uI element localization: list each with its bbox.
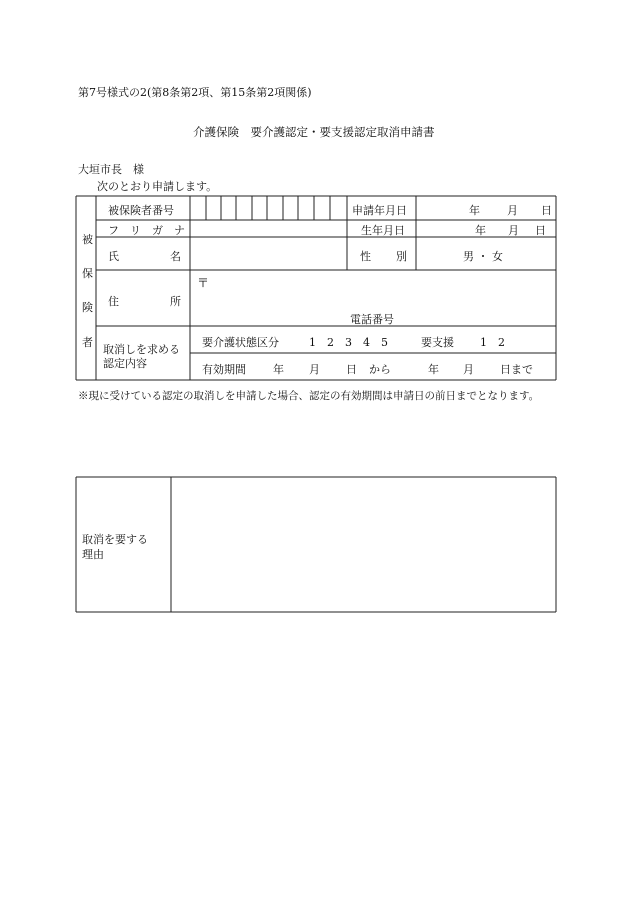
support-level-label: 要支援: [421, 336, 454, 349]
reason-label-line-2: 理由: [82, 548, 104, 561]
address-label-first: 住: [108, 295, 119, 308]
group-label-char-1: 被: [82, 233, 93, 246]
form-reference: 第7号様式の2(第8条第2項、第15条第2項関係): [78, 86, 312, 99]
birth-date-label: 生年月日: [361, 224, 405, 237]
insured-number-field[interactable]: [190, 196, 347, 220]
validity-from-month-unit: 月: [309, 363, 320, 376]
reason-field[interactable]: [172, 478, 555, 611]
furigana-field[interactable]: [190, 220, 347, 237]
furigana-label: フ リ ガ ナ: [108, 224, 185, 237]
addressee: 大垣市長 様: [78, 163, 144, 176]
group-label-char-3: 険: [82, 301, 93, 314]
care-level-options[interactable]: 1 2 3 4 5: [309, 336, 388, 349]
gender-label-second: 別: [396, 250, 407, 263]
phone-label: 電話番号: [350, 313, 394, 326]
validity-to-day-unit: 日まで: [500, 363, 533, 376]
cancel-content-label-line-1: 取消しを求める: [103, 343, 180, 356]
gender-options[interactable]: 男 ・ 女: [463, 250, 503, 263]
insured-number-label: 被保険者番号: [108, 204, 174, 217]
validity-to-year-unit: 年: [428, 363, 439, 376]
birth-day-unit: 日: [535, 224, 546, 237]
care-level-label: 要介護状態区分: [202, 336, 279, 349]
name-label-first: 氏: [108, 250, 119, 263]
validity-from-suffix: から: [369, 363, 391, 376]
validity-to-month-unit: 月: [463, 363, 474, 376]
phone-field[interactable]: [400, 308, 550, 324]
birth-year-unit: 年: [475, 224, 486, 237]
birth-month-unit: 月: [508, 224, 519, 237]
group-label-char-4: 者: [82, 336, 93, 349]
address-label-second: 所: [170, 295, 181, 308]
address-field[interactable]: [212, 272, 552, 306]
validity-label: 有効期間: [202, 363, 246, 376]
application-date-label: 申請年月日: [352, 204, 407, 217]
application-year-unit: 年: [469, 204, 480, 217]
validity-from-year-unit: 年: [273, 363, 284, 376]
document-title: 介護保険 要介護認定・要支援認定取消申請書: [193, 125, 435, 139]
group-label-char-2: 保: [82, 267, 93, 280]
application-month-unit: 月: [507, 204, 518, 217]
name-field[interactable]: [190, 237, 347, 270]
postal-mark-icon: 〒: [197, 276, 210, 290]
validity-from-day-unit: 日: [346, 363, 357, 376]
validity-note: ※現に受けている認定の取消しを申請した場合、認定の有効期間は申請日の前日までとなります。: [78, 390, 540, 402]
cancel-content-label-line-2: 認定内容: [103, 357, 147, 370]
gender-label-first: 性: [360, 250, 371, 263]
reason-label-line-1: 取消を要する: [82, 533, 148, 546]
name-label-second: 名: [170, 250, 181, 263]
application-day-unit: 日: [541, 204, 552, 217]
intro-text: 次のとおり申請します。: [97, 180, 218, 193]
support-level-options[interactable]: 1 2: [480, 336, 505, 349]
